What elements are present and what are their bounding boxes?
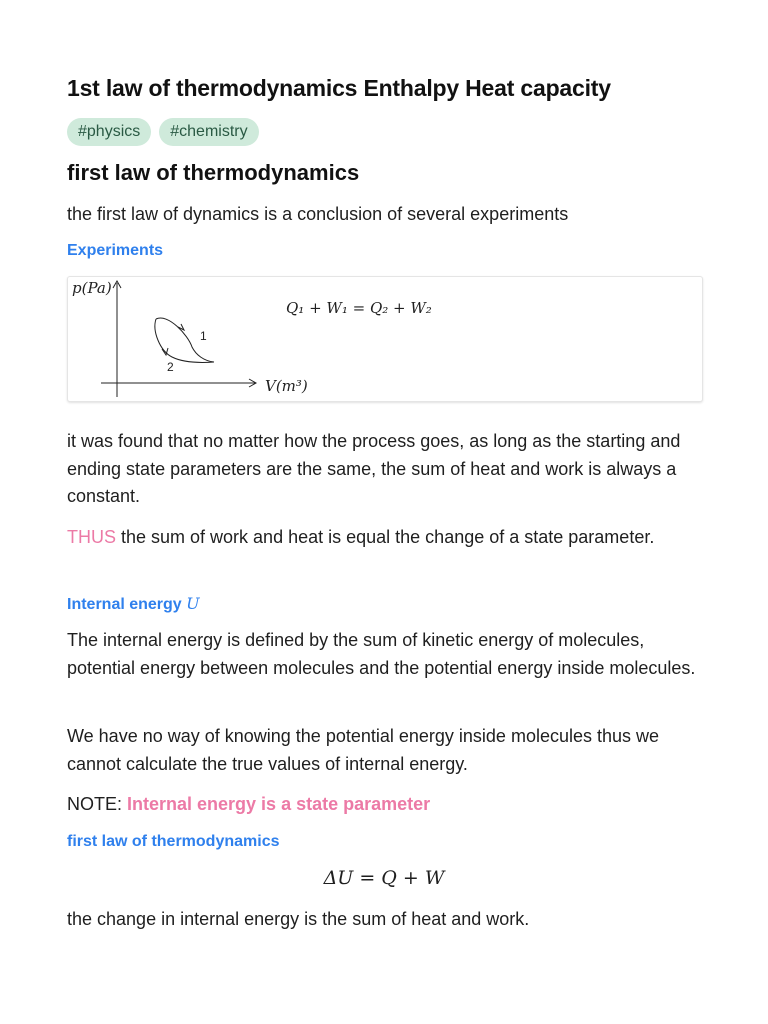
first-law-subheading: first law of thermodynamics [67,833,280,850]
tag-physics[interactable]: #physics [67,118,151,146]
pv-diagram [68,277,704,403]
internal-energy-heading-text: Internal energy [67,596,187,613]
note-label: NOTE: [67,794,128,814]
thus-rest: the sum of work and heat is equal the change of a state parameter. [116,527,655,547]
thus-highlight: THUS [67,527,116,547]
y-axis-label: p(Pa) [72,279,112,297]
page-title: 1st law of thermodynamics Enthalpy Heat capacity [67,75,611,101]
first-law-equation: ΔU = Q + W [323,867,445,889]
experiments-heading: Experiments [67,242,164,259]
tag-chemistry[interactable]: #chemistry [159,118,258,146]
intro-paragraph: the first law of dynamics is a conclusion of several experiments [67,204,569,224]
path-label-2: 2 [167,360,174,374]
figure-equation: Q₁ + W₁ = Q₂ + W₂ [286,299,432,317]
internal-energy-heading [67,594,200,614]
paragraph-internal-energy: The internal energy is defined by the sum of kinetic energy of molecules, potential energy between molecules and the potential energy inside molecules. [67,630,696,678]
paragraph-change: the change in internal energy is the sum of heat and work. [67,909,530,929]
internal-energy-symbol: U [186,594,200,613]
process-1-arrow [178,324,184,330]
x-axis-label: V(m³) [265,377,308,395]
note-highlight: Internal energy is a state parameter [127,794,431,814]
section-heading-first-law: first law of thermodynamics [67,160,360,185]
path-label-1: 1 [200,329,207,343]
paragraph-thus [67,524,707,552]
pv-diagram-figure [67,276,703,402]
note-paragraph [67,791,707,819]
paragraph-no-way: We have no way of knowing the potential energy inside molecules thus we cannot calculate the true values of internal energy. [67,726,660,774]
paragraph-found: it was found that no matter how the process goes, as long as the starting and ending state parameters are the same, the sum of heat and work is always a constant. [67,431,681,506]
tag-list [67,118,259,146]
